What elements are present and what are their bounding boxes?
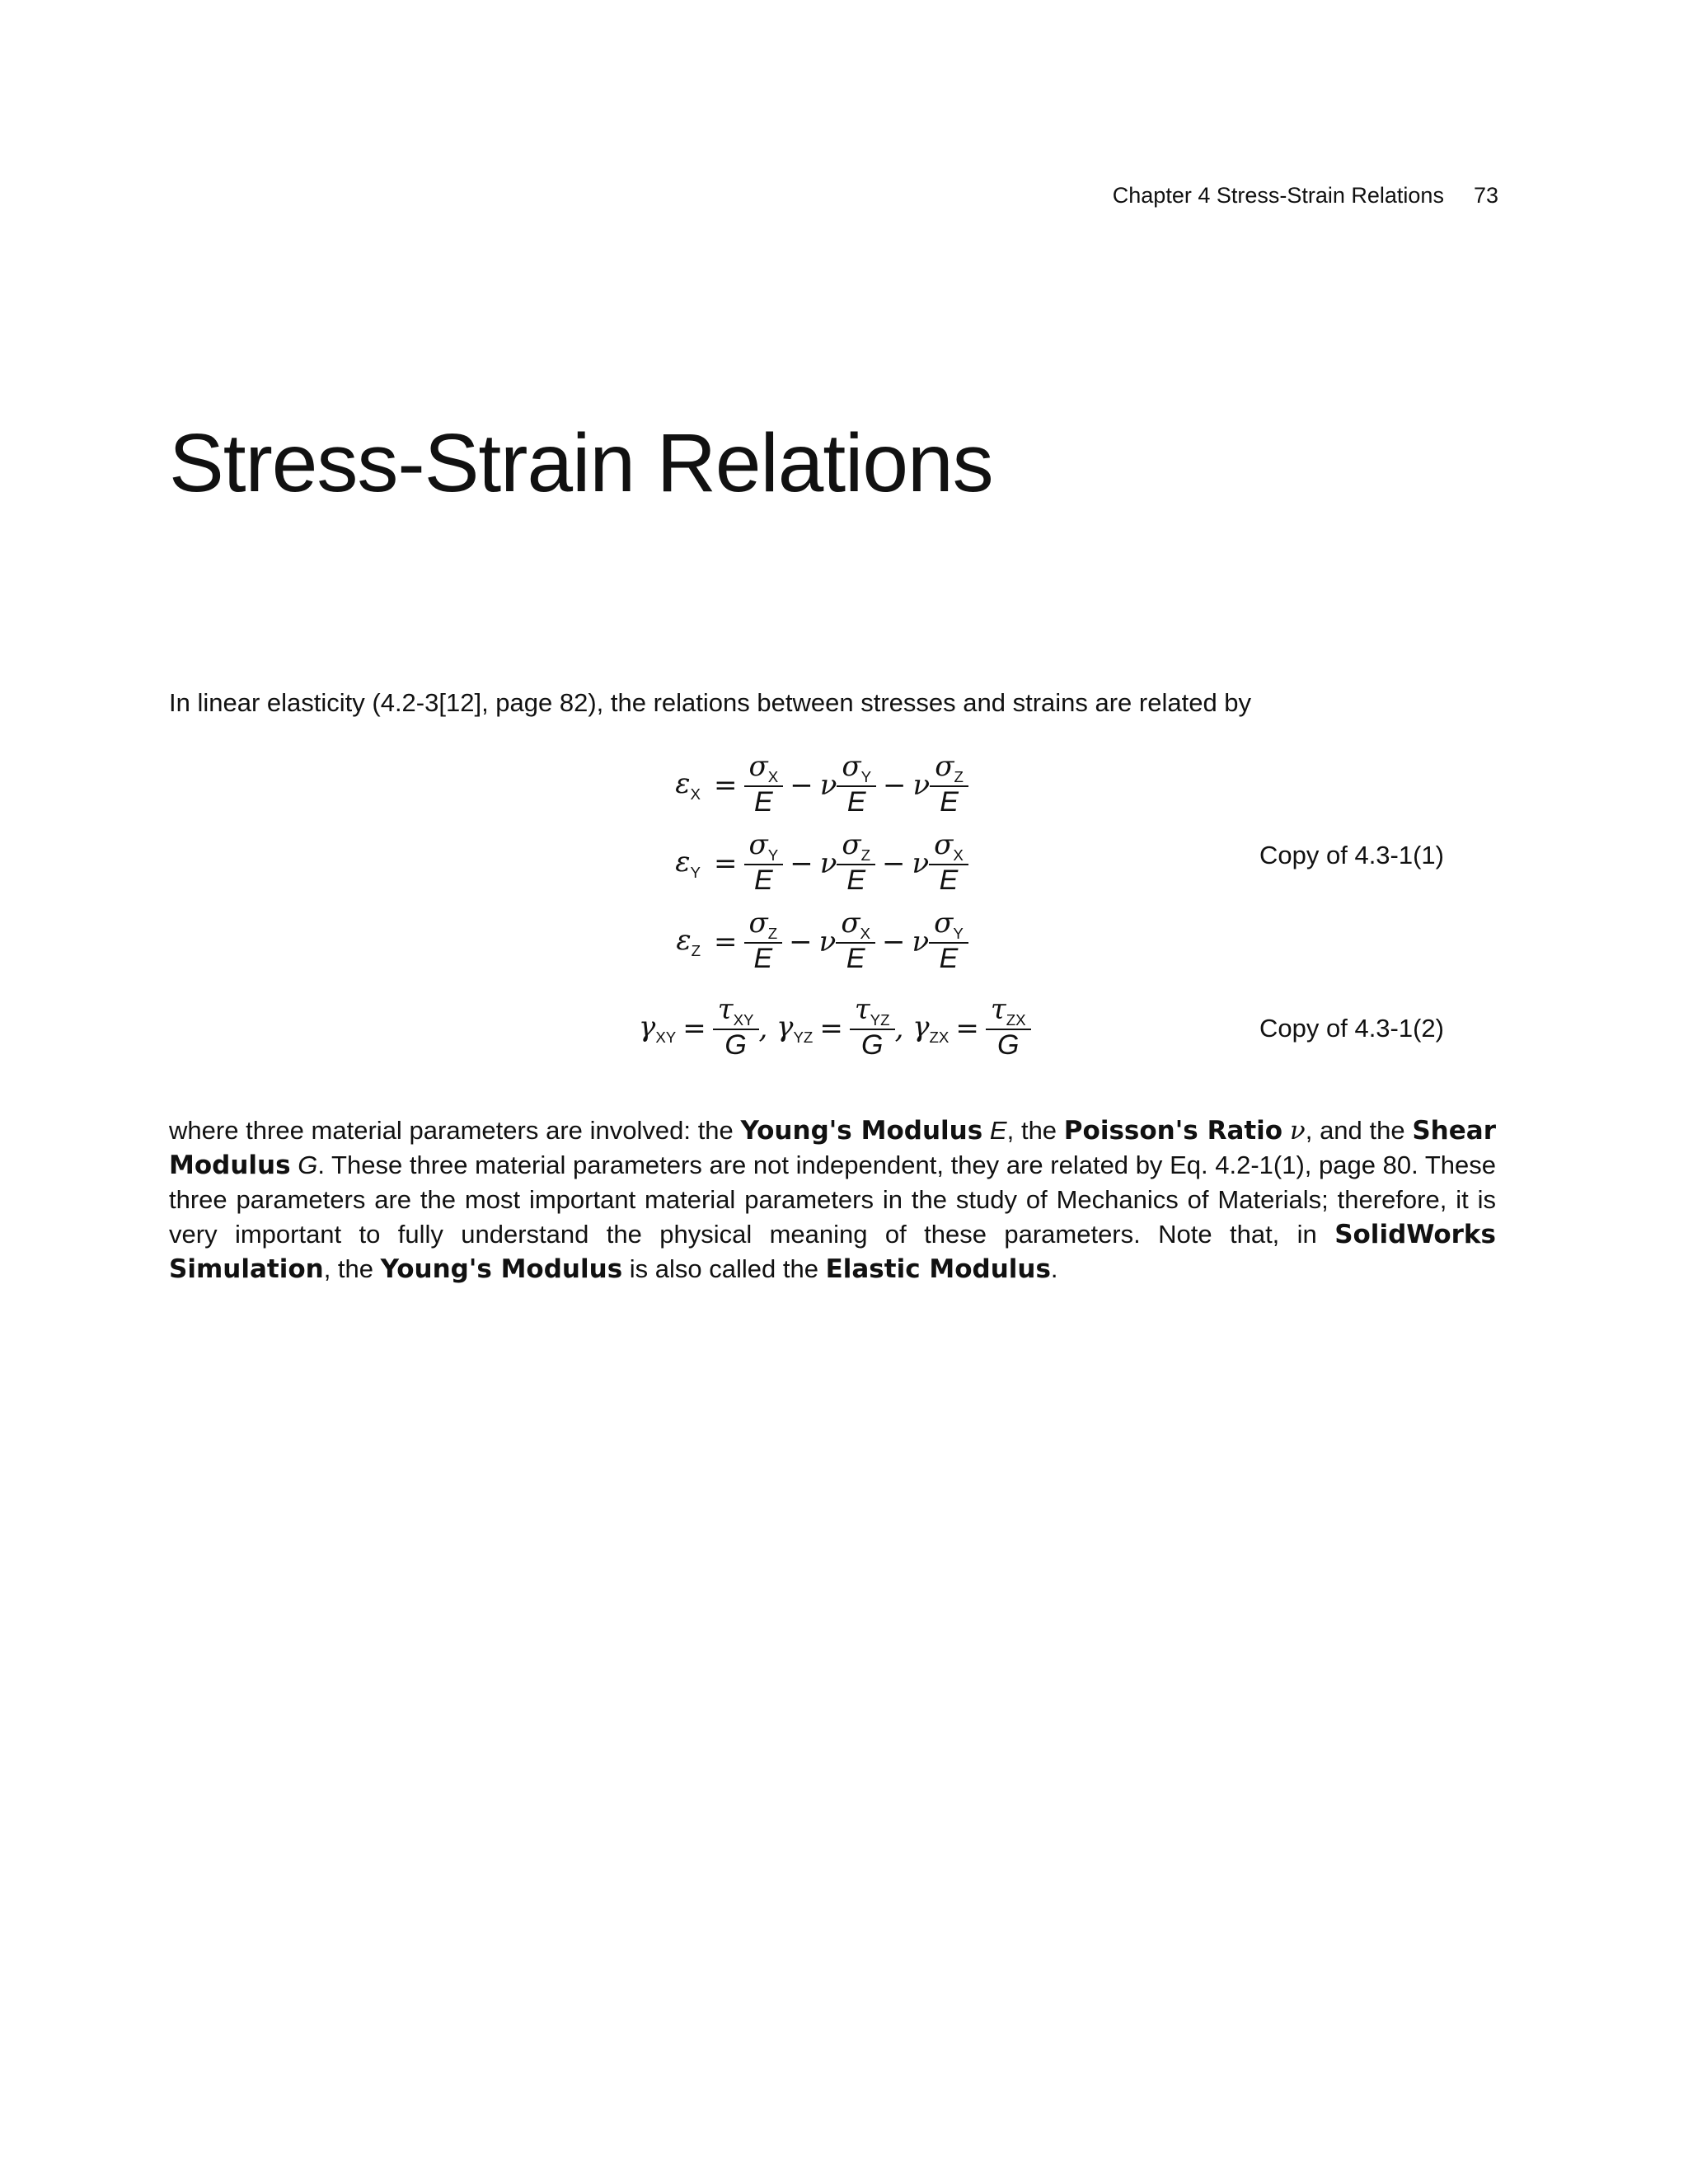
term-youngs-modulus: Young's Modulus <box>740 1116 983 1146</box>
term-elastic-modulus: Elastic Modulus <box>825 1254 1051 1284</box>
intro-paragraph: In linear elasticity (4.2-3[12], page 82), the relations between stresses and strains are related by <box>169 688 1252 717</box>
term-solidworks-simulation: SolidWorks Simulation <box>169 1220 1496 1284</box>
normal-strain-equations <box>651 746 968 981</box>
running-title: Chapter 4 Stress-Strain Relations <box>1112 183 1444 208</box>
equation-label-normal: Copy of 4.3-1(1) <box>1259 841 1444 869</box>
page-title: Stress-Strain Relations <box>169 417 993 509</box>
equation-eps-z: $\varepsilon_Z$ = $\frac{\sigma_Z}{E}$ − ν $\frac{\sigma_X}{E}$ − ν $\frac{\sigma_Y}{E}$ <box>651 902 968 981</box>
equation-eps-y: $\varepsilon_Y$ = $\frac{\sigma_Y}{E}$ − ν $\frac{\sigma_Z}{E}$ − ν $\frac{\sigma_X}{E}$ <box>651 824 968 902</box>
equation-label-shear: Copy of 4.3-1(2) <box>1259 1014 1444 1043</box>
term-poissons-ratio: Poisson's Ratio <box>1063 1116 1283 1146</box>
equation-gammas: $\gamma_{XY}$ = $\frac{\tau_{XY}}{G}$ , $\gamma_{YZ}$ = $\frac{\tau_{YZ}}{G}$ , $\gamma_{ZX}$ = $\frac{\tau_{ZX}}{G}$ <box>639 989 1031 1067</box>
running-header <box>1113 183 1498 209</box>
equation-eps-x: $\varepsilon_X$ = $\frac{\sigma_X}{E}$ − ν $\frac{\sigma_Y}{E}$ − ν $\frac{\sigma_Z}{E}$ <box>651 746 968 824</box>
body-paragraph: where three material parameters are involved: the Young's Modulus E, the Poisson's Ratio ν, and the Shear Modulus G. These three material parameters are not independent, they are related by Eq. 4.2-1(1), page 80. These three parameters are the most important material parameters in the study of Mechanics of Materials; therefore, it is very important to fully understand the physical meaning of these parameters. Note that, in SolidWorks Simulation, the Young's Modulus is also called the Elastic Modulus. <box>169 1116 1496 1284</box>
shear-strain-equations <box>639 989 1031 1067</box>
term-youngs-modulus-2: Young's Modulus <box>380 1254 623 1284</box>
page-number: 73 <box>1473 183 1498 208</box>
term-shear-modulus: Shear Modulus <box>169 1116 1496 1180</box>
